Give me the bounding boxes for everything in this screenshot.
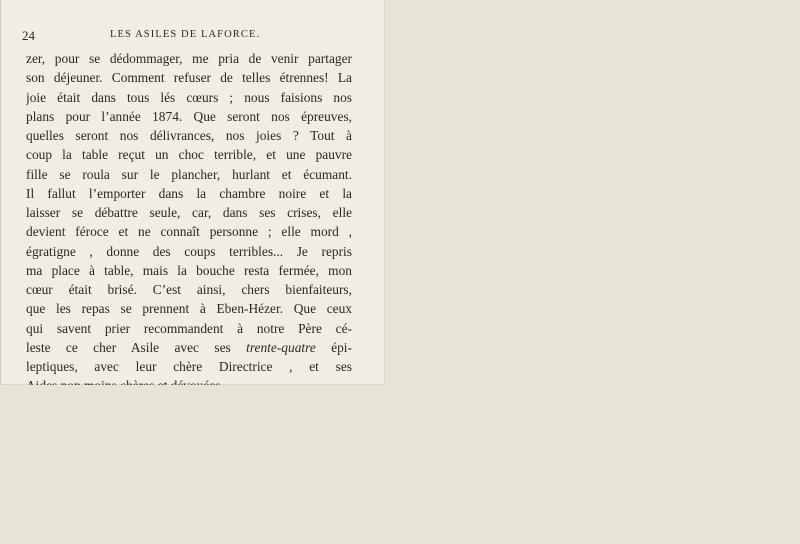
blank-right-area (385, 0, 800, 544)
text-line: ma place à table, mais la bouche resta fermée, mon (26, 262, 352, 278)
text-line: que les repas se prennent à Eben-Hézer. Que ceux (26, 301, 352, 317)
text-line: coup la table reçut un choc terrible, et une pauvre (26, 147, 352, 163)
page-number: 24 (22, 28, 35, 43)
text-line: zer, pour se dédommager, me pria de venir partager (26, 51, 352, 66)
italic-number: trente-quatre (246, 339, 316, 355)
blank-bottom-area (0, 385, 385, 544)
text-line: Il fallut l’emporter dans la chambre noire et la (26, 185, 352, 201)
text-line: qui savent prier recommandent à notre Père cé- (26, 320, 352, 336)
running-header (22, 28, 360, 44)
text-line: cœur était brisé. C’est ainsi, chers bienfaiteurs, (26, 282, 352, 297)
text-line: son déjeuner. Comment refuser de telles étrennes! La (26, 70, 352, 86)
text-line: plans pour l’année 1874. Que seront nos épreuves, (26, 108, 352, 124)
page-body-text (26, 49, 352, 396)
text-line: quelles seront nos délivrances, nos joies ? Tout à (26, 128, 352, 143)
text-line: joie était dans tous lés cœurs ; nous faisions nos (26, 89, 352, 105)
line-end: épi- (331, 339, 352, 355)
text-line: fille se roula sur le plancher, hurlant et écumant. (26, 166, 352, 182)
text-line: égratigne , donne des coups terribles... Je repris (26, 243, 352, 259)
page-edge (0, 0, 1, 385)
text-line: leptiques, avec leur chère Directrice , et ses (26, 359, 352, 374)
line-start: leste ce cher Asile avec ses (26, 339, 231, 355)
text-line-with-italic (26, 338, 352, 357)
text-line: laisser se débattre seule, car, dans ses crises, elle (26, 205, 352, 220)
scanned-book-page (0, 0, 385, 385)
text-line: devient féroce et ne connaît personne ; elle mord , (26, 224, 352, 240)
running-title: LES ASILES DE LAFORCE. (110, 29, 261, 40)
